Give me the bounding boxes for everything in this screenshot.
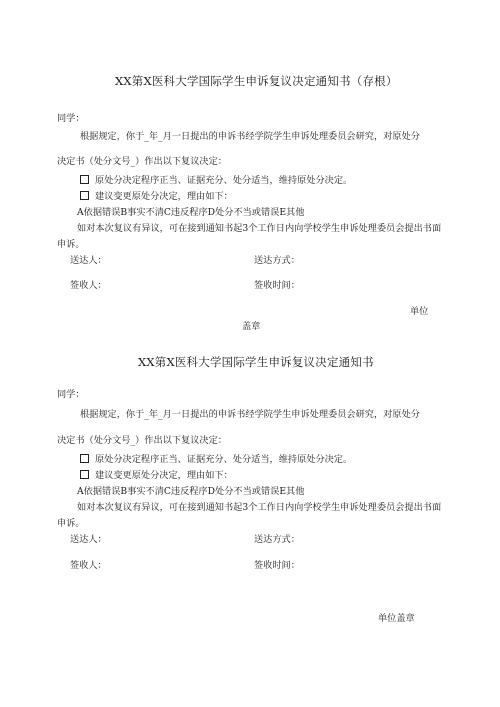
stub-option-keep-label: 原处分决定程序正当、证据充分、处分适当，维持原处分决定。 <box>95 175 353 186</box>
notice-salutation: 同学： <box>57 389 85 400</box>
stub-option-keep <box>80 172 352 186</box>
notice-option-keep-label: 原处分决定程序正当、证据充分、处分适当，维持原处分决定。 <box>95 454 353 465</box>
notice-delivery-method-label: 送达方式： <box>254 534 300 545</box>
stub-stamp-part2: 盖章 <box>242 321 261 332</box>
notice-option-keep <box>80 451 352 465</box>
checkbox-icon <box>80 470 89 479</box>
notice-appeal-line2: 申诉。 <box>57 518 85 529</box>
notice-receiver-label: 签收人： <box>70 560 107 571</box>
checkbox-icon <box>80 175 89 184</box>
notice-option-change-label: 建议变更原处分决定，理由如下： <box>95 470 233 481</box>
notice-stamp: 单位盖章 <box>378 613 415 624</box>
stub-salutation: 同学： <box>57 113 85 124</box>
checkbox-icon <box>80 454 89 463</box>
stub-appeal-line1: 如对本次复议有异议，可在接到通知书起3个工作日内向学校学生申诉处理委员会提出书面 <box>77 223 442 234</box>
stub-stamp-part1: 单位 <box>410 306 429 317</box>
notice-reasons: A依据错误B事实不清C违反程序D处分不当或错误E其他 <box>77 486 305 497</box>
checkbox-icon <box>80 191 89 200</box>
notice-receive-time-label: 签收时间： <box>254 560 300 571</box>
notice-appeal-line1: 如对本次复议有异议，可在接到通知书起3个工作日内向学校学生申诉处理委员会提出书面 <box>77 502 442 513</box>
notice-title: XX第X医科大学国际学生申诉复议决定通知书 <box>138 355 374 369</box>
stub-option-change <box>80 188 233 202</box>
stub-title: XX第X医科大学国际学生申诉复议决定通知书（存根） <box>115 74 398 88</box>
stub-reasons: A依据错误B事实不清C违反程序D处分不当或错误E其他 <box>77 207 305 218</box>
stub-receiver-label: 签收人： <box>70 280 107 291</box>
stub-appeal-line2: 申诉。 <box>57 239 85 250</box>
stub-receive-time-label: 签收时间： <box>254 280 300 291</box>
stub-paragraph-line1: 根据规定，你于_年_月一日提出的申诉书经学院学生申诉处理委员会研究，对原处分 <box>80 131 420 142</box>
stub-option-change-label: 建议变更原处分决定，理由如下： <box>95 191 233 202</box>
notice-paragraph-line1: 根据规定，你于_年_月一日提出的申诉书经学院学生申诉处理委员会研究，对原处分 <box>80 409 420 420</box>
stub-sender-label: 送达人： <box>70 255 107 266</box>
stub-delivery-method-label: 送达方式： <box>254 255 300 266</box>
notice-paragraph-line2: 决定书（处分文号_）作出以下复议决定： <box>57 435 227 446</box>
stub-paragraph-line2: 决定书（处分文号_）作出以下复议决定： <box>57 156 227 167</box>
notice-option-change <box>80 467 233 481</box>
notice-sender-label: 送达人： <box>70 534 107 545</box>
